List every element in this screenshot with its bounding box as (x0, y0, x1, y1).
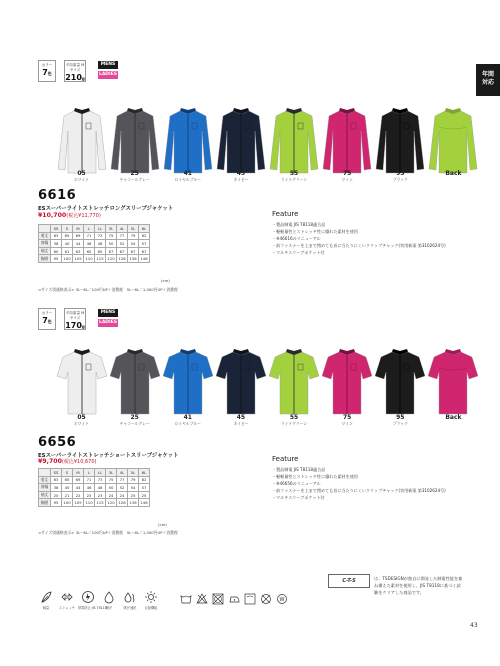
function-icon-label: 反射機能 (144, 606, 158, 610)
item-name: ESスーパーライトストレッチロングスリーブジャケット (38, 206, 174, 212)
function-icon-label: 帯電防止 JIS T8118 (78, 606, 107, 610)
function-icon-item (36, 590, 56, 610)
function-icon-item (99, 590, 119, 610)
size-header: 5L (128, 225, 139, 233)
size-header: SS (51, 469, 62, 477)
size-cell: 25 (128, 491, 139, 499)
color-name: ライトグリーン (280, 177, 308, 182)
wet-clean-icon (276, 593, 288, 605)
size-cell: 71 (84, 476, 95, 484)
feature-item: ・製品制電 JIS T8118適合品 (272, 467, 326, 472)
color-code: 05 (77, 414, 86, 421)
size-cell: 44 (73, 240, 84, 248)
size-cell: 120 (107, 256, 115, 262)
color-count-suffix: 色 (47, 319, 52, 324)
jacket-95 (374, 348, 426, 416)
item-price (38, 458, 96, 465)
size-cell: 25 (139, 491, 150, 499)
no-bleach-icon (196, 593, 208, 605)
size-header: M (73, 469, 84, 477)
size-cell: 67 (128, 247, 139, 255)
color-name: ワイン (341, 177, 353, 182)
function-icon-item (141, 590, 161, 610)
color-label (372, 170, 428, 182)
size-header: 3L (106, 469, 117, 477)
feature-item: ・マルチスリーブポケット付 (272, 250, 325, 255)
size-cell: 23 (95, 491, 106, 499)
size-cell: 77 (117, 232, 128, 240)
color-count-label: カラー (41, 63, 53, 67)
size-header-row (39, 225, 150, 233)
size-cell: 24 (117, 491, 128, 499)
color-code: 25 (130, 414, 139, 421)
jacket-45 (215, 348, 267, 416)
jacket-75 (321, 348, 373, 416)
care-icon-item (196, 593, 208, 605)
size-cell: 63 (51, 476, 62, 484)
feature-title: Feature (272, 455, 299, 463)
jacket-45 (215, 107, 267, 175)
size-header: LL (95, 469, 106, 477)
back-label: Back (445, 170, 462, 177)
size-cell: 82 (139, 232, 150, 240)
no-dryclean-icon (260, 593, 272, 605)
color-label (54, 414, 110, 426)
size-cell: 146 (140, 500, 148, 506)
sweat-icon (102, 590, 116, 604)
color-code: 41 (183, 414, 192, 421)
size-row-label: 袖丈 (39, 491, 51, 499)
size-cell: 128 (118, 256, 126, 262)
table-row (39, 255, 150, 263)
size-cell: 60 (51, 247, 62, 255)
size-cell: 67 (117, 247, 128, 255)
color-count-box (38, 60, 56, 82)
size-cell: 100 (63, 500, 71, 506)
size-cell: 65 (84, 247, 95, 255)
size-cell: 63 (73, 247, 84, 255)
size-header: L (84, 469, 95, 477)
ladies-badge: LADIES (98, 72, 118, 77)
size-cell: 21 (62, 491, 73, 499)
feature-item: ・製品制電 JIS T8118適合品 (272, 222, 326, 227)
size-cell: 57 (139, 240, 150, 248)
size-row-label: 袖丈 (39, 247, 51, 255)
size-cell: 50 (106, 240, 117, 248)
no-tumble-dry-icon (212, 593, 224, 605)
size-row-label: 肩幅 (39, 484, 51, 492)
function-icon-label: 吸汗速乾 (123, 606, 137, 610)
table-row (39, 476, 150, 484)
care-icon-item (212, 593, 224, 605)
care-icon-item (260, 593, 272, 605)
weight-box (64, 60, 86, 82)
size-row-label: 着丈 (39, 232, 51, 240)
care-icon-item (276, 593, 288, 605)
color-count-suffix: 色 (47, 71, 52, 76)
cts-description: は、TSDESIGNが独自に開発した制電性能を兼ね備えた素材を使用し、JIS T8118に基づく試験をクリアした商品です。 (374, 576, 463, 595)
color-label (160, 414, 216, 426)
weight-value: 170 (65, 321, 82, 330)
care-icon-item (244, 593, 256, 605)
color-name: ライトグリーン (280, 421, 308, 426)
size-cell: 120 (107, 500, 115, 506)
jacket-25 (109, 348, 161, 416)
jacket-back (427, 348, 479, 416)
feature-block (272, 210, 482, 256)
size-header: 5L (128, 469, 139, 477)
feature-item: ・マルチスリーブポケット付 (272, 495, 325, 500)
size-cell: 24 (106, 491, 117, 499)
color-label (425, 170, 481, 177)
size-cell: 44 (73, 484, 84, 492)
color-count-label: カラー (41, 311, 53, 315)
size-cell: 54 (128, 484, 139, 492)
mens-badge: MENS (98, 309, 118, 317)
jacket-05 (56, 107, 108, 175)
size-cell: 40 (62, 240, 73, 248)
size-table (38, 468, 150, 507)
size-cell: 105 (74, 256, 82, 262)
price-value: ¥10,700 (38, 212, 67, 219)
size-note: <サイズ別価格表示> 3L~6L／100円UP＋消費税 5L~6L／1,000円UP＋消費税 (38, 530, 178, 535)
size-header: 6L (139, 225, 150, 233)
function-icon-item (120, 590, 140, 610)
care-icon-item (180, 593, 192, 605)
size-cell: 52 (117, 240, 128, 248)
size-cell: 79 (128, 476, 139, 484)
ladies-badge: LADIES (98, 320, 118, 325)
jacket-row (55, 107, 480, 177)
feature-item: ・※46656のリニューアル (272, 481, 321, 486)
color-code: 75 (343, 414, 352, 421)
jacket-05 (56, 348, 108, 416)
item-price (38, 212, 101, 219)
size-header: 4L (117, 225, 128, 233)
size-header: L (84, 225, 95, 233)
function-icon-item (57, 590, 77, 610)
color-code: 55 (289, 170, 299, 177)
size-cell: 63 (51, 232, 62, 240)
stretch-icon (60, 590, 74, 604)
table-row (39, 499, 150, 507)
size-cell: 48 (95, 484, 106, 492)
size-cell: 65 (62, 232, 73, 240)
feather-icon (39, 590, 53, 604)
cts-logo: C-T-S (328, 574, 370, 588)
weight-label: 平均重量 Mサイズ (65, 311, 85, 320)
size-cell: 73 (95, 232, 106, 240)
size-cell: 46 (84, 240, 95, 248)
size-cell: 40 (62, 484, 73, 492)
color-count-value: 7 (42, 68, 48, 77)
size-cell: 54 (128, 240, 139, 248)
uv-icon (144, 590, 158, 604)
size-note: <サイズ別価格表示> 3L~6L／100円UP＋消費税 5L~6L／1,000円UP＋消費税 (38, 287, 178, 292)
color-name: ネイビー (233, 421, 249, 426)
size-cell: 48 (95, 240, 106, 248)
size-cell: 65 (95, 247, 106, 255)
size-row-label: 胸囲 (39, 499, 51, 507)
color-label (266, 170, 322, 182)
back-label: Back (445, 414, 462, 421)
color-code: 45 (236, 170, 246, 177)
jacket-55 (268, 107, 320, 175)
size-table (38, 224, 150, 263)
color-label (425, 414, 481, 421)
size-cell: 38 (51, 484, 62, 492)
size-cell: 79 (128, 232, 139, 240)
color-name: ブラック (392, 421, 408, 426)
color-label (266, 414, 322, 426)
color-code: 95 (396, 170, 405, 177)
table-row (39, 247, 150, 255)
page-number: 43 (470, 622, 478, 629)
season-tab-line1: 年間 (481, 71, 494, 78)
weight-unit: g (81, 324, 85, 329)
color-code: 45 (236, 414, 246, 421)
jacket-row (55, 348, 480, 418)
color-code: 25 (130, 170, 139, 177)
size-cell: 22 (73, 491, 84, 499)
color-label (319, 170, 375, 182)
iron-low-icon (228, 593, 240, 605)
color-name: チャコールグレー (119, 177, 150, 182)
size-cell: 105 (74, 500, 82, 506)
color-code: 05 (77, 170, 86, 177)
jacket-55 (268, 348, 320, 416)
size-cell: 136 (129, 500, 137, 506)
jacket-back (427, 107, 479, 175)
quickdry-icon (123, 590, 137, 604)
size-cell: 61 (62, 247, 73, 255)
jacket-41 (162, 107, 214, 175)
size-cell: 65 (62, 476, 73, 484)
size-cell: 95 (51, 499, 62, 507)
jacket-75 (321, 107, 373, 175)
product-6656 (0, 300, 500, 570)
color-code: 95 (396, 414, 405, 421)
color-label (372, 414, 428, 426)
price-tax: (税込¥11,770) (66, 213, 101, 219)
color-code: 41 (183, 170, 192, 177)
function-icon-label: ストレッチ (59, 606, 75, 610)
feature-item: ・軽軽量性とストレッチ性に優れた素材を使用 (272, 474, 358, 479)
color-code: 55 (289, 414, 299, 421)
color-label (54, 170, 110, 182)
price-tax: (税込¥10,670) (61, 459, 97, 465)
size-cell: 75 (106, 476, 117, 484)
size-cell: 115 (96, 256, 104, 262)
size-header: 6L (139, 469, 150, 477)
size-header (39, 469, 51, 477)
size-row-label: 着丈 (39, 476, 51, 484)
price-value: ¥9,700 (38, 458, 62, 465)
size-cell: 69 (73, 476, 84, 484)
item-name: ESスーパーライトストレッチショートスリーブジャケット (38, 453, 179, 459)
size-header: LL (95, 225, 106, 233)
function-icon-label: 軽量 (42, 606, 50, 610)
svg-text:W: W (279, 597, 285, 603)
feature-item: ・※46616のリニューアル (272, 236, 321, 241)
antistatic-icon (81, 590, 95, 604)
size-cell: 38 (51, 240, 62, 248)
item-number: 6616 (38, 188, 77, 203)
size-header: 3L (106, 225, 117, 233)
color-name: ロイヤルブルー (174, 421, 201, 426)
size-cell: 46 (84, 484, 95, 492)
size-cell: 110 (85, 256, 93, 262)
feature-item: ・前ファスナーを上まで閉めても首に当たりにくいクリップチャック(実用新案 第3102624号) (272, 488, 446, 493)
size-cell: 146 (140, 256, 148, 262)
size-header: S (62, 225, 73, 233)
wash-tub-icon (180, 593, 192, 605)
size-header-row (39, 469, 150, 477)
care-icon-item (228, 593, 240, 605)
weight-value: 210 (65, 73, 82, 82)
item-number: 6656 (38, 435, 77, 450)
size-cell: 52 (117, 484, 128, 492)
size-header: 4L (117, 469, 128, 477)
color-name: ワイン (341, 421, 353, 426)
feature-block (272, 455, 482, 501)
size-header: S (62, 469, 73, 477)
table-row (39, 484, 150, 492)
color-name: ホワイト (74, 177, 90, 182)
weight-label: 平均重量 Mサイズ (65, 63, 85, 72)
color-label (107, 414, 163, 426)
size-cell: 67 (139, 247, 150, 255)
size-row-label: 肩幅 (39, 240, 51, 248)
color-label (160, 170, 216, 182)
size-unit: (cm) (161, 278, 170, 283)
size-header: SS (51, 225, 62, 233)
size-cell: 77 (117, 476, 128, 484)
jacket-41 (162, 348, 214, 416)
size-cell: 73 (95, 476, 106, 484)
season-tab-line2: 対応 (481, 79, 494, 86)
mens-badge: MENS (98, 61, 118, 69)
size-unit: (cm) (158, 522, 167, 527)
table-row (39, 232, 150, 240)
size-header: M (73, 225, 84, 233)
color-label (213, 170, 269, 182)
size-cell: 75 (106, 232, 117, 240)
size-cell: 110 (85, 500, 93, 506)
feature-item: ・前ファスナーを上まで閉めても首に当たりにくいクリップチャック(実用新案 第3102624号) (272, 243, 446, 248)
size-cell: 136 (129, 256, 137, 262)
size-cell: 82 (139, 476, 150, 484)
size-cell: 57 (139, 484, 150, 492)
size-cell: 100 (63, 256, 71, 262)
color-name: ブラック (392, 177, 408, 182)
size-cell: 20 (51, 491, 62, 499)
size-cell: 69 (73, 232, 84, 240)
function-icon-item (78, 590, 107, 610)
size-cell: 67 (106, 247, 117, 255)
color-count-value: 7 (42, 316, 48, 325)
size-header (39, 225, 51, 233)
color-count-box (38, 308, 56, 330)
color-name: ロイヤルブルー (174, 177, 201, 182)
jacket-25 (109, 107, 161, 175)
color-name: ネイビー (233, 177, 249, 182)
line-dry-icon (244, 593, 256, 605)
table-row (39, 240, 150, 248)
feature-title: Feature (272, 210, 299, 218)
size-cell: 95 (51, 255, 62, 263)
color-label (319, 414, 375, 426)
color-code: 75 (343, 170, 352, 177)
weight-box (64, 308, 86, 330)
weight-unit: g (81, 76, 85, 81)
color-name: チャコールグレー (119, 421, 150, 426)
size-cell: 115 (96, 500, 104, 506)
feature-item: ・軽軽量性とストレッチ性に優れた素材を使用 (272, 229, 358, 234)
color-label (213, 414, 269, 426)
size-row-label: 胸囲 (39, 255, 51, 263)
size-cell: 50 (106, 484, 117, 492)
function-icon-label: 吸汗 (105, 606, 113, 610)
color-name: ホワイト (74, 421, 90, 426)
size-cell: 128 (118, 500, 126, 506)
product-6616 (0, 52, 500, 327)
jacket-95 (374, 107, 426, 175)
size-cell: 23 (84, 491, 95, 499)
color-label (107, 170, 163, 182)
table-row (39, 491, 150, 499)
size-cell: 71 (84, 232, 95, 240)
